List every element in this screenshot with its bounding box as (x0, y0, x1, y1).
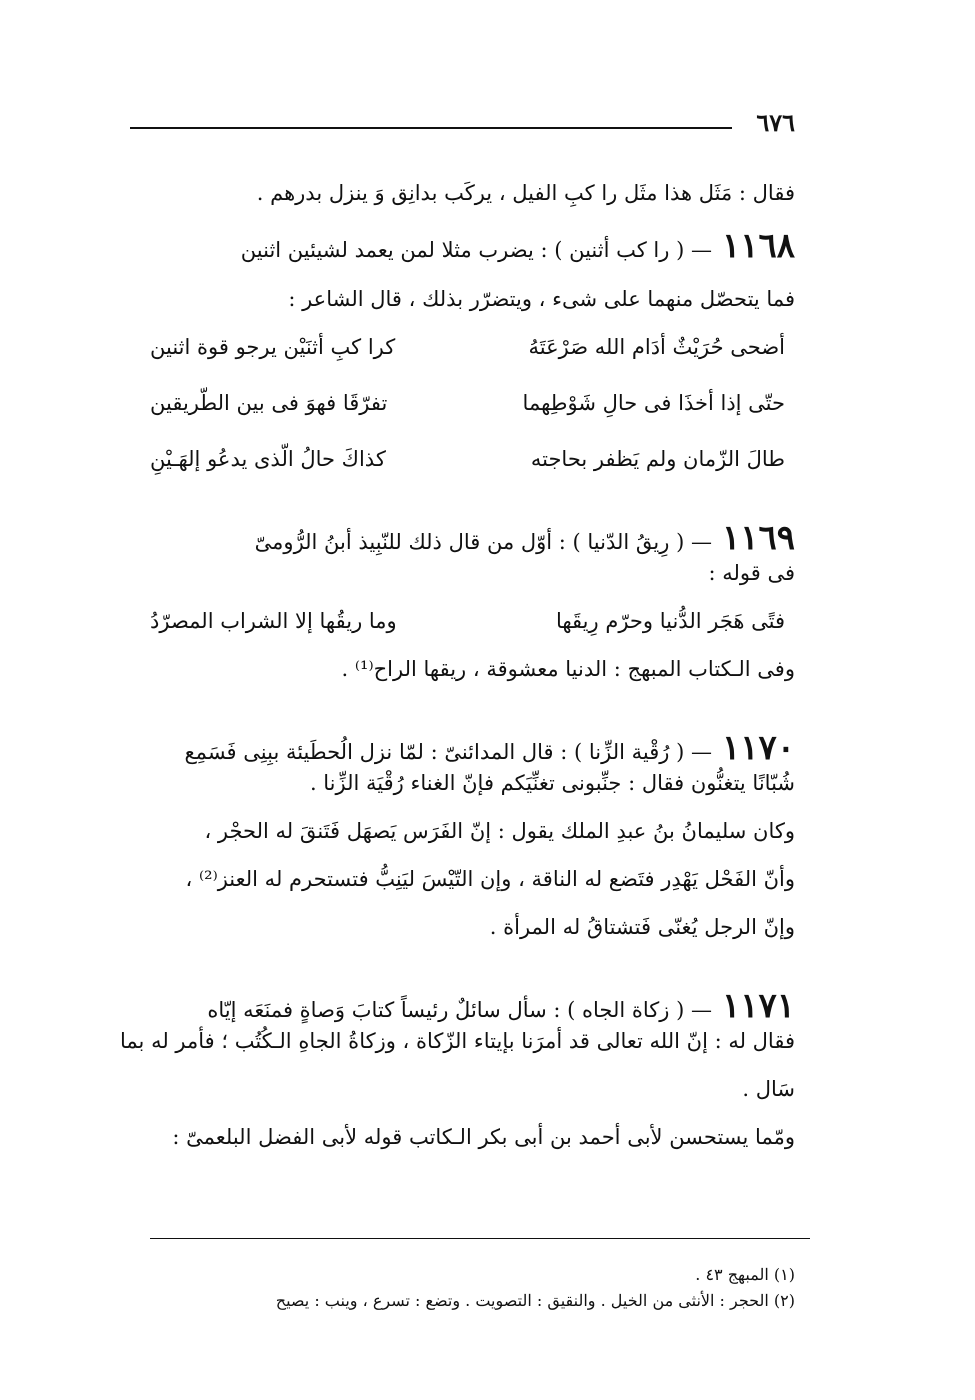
text-line: فما يتحصّل منهما على شىء ، ويتضرّر بذلك ، قال الشاعر : (288, 287, 795, 311)
entry-heading (140, 986, 795, 1026)
verse-second-hemistich: تفرّقَا فهوَ فى بين الطّريقين (150, 391, 388, 415)
entry-number: ١١٦٨ (721, 226, 795, 266)
entry-heading (140, 226, 795, 266)
verse-line (140, 444, 795, 474)
page-body (120, 178, 795, 1152)
entry-number: ١١٧٠ (721, 728, 795, 768)
verse-line (140, 332, 795, 362)
entry-heading (140, 728, 795, 768)
text-line: وكان سليمانُ بنُ عبدِ الملك يقول : إنّ الفَرَس يَصهَل فَتَنقَ له الحجْر ، (204, 819, 795, 843)
entry-title: — ( رُقْية الزِّنا ) : قال المدائنىّ : لمّا نزل الُحطَيئة ببِنِى فَسَمِع (184, 740, 712, 764)
header-rule (130, 127, 732, 129)
entry-title: — ( را كب أثنين ) : يضرب مثلا لمن يعمد لشيئين اثنين (240, 238, 712, 262)
text-line: وإنّ الرجل يُغنّى فَتشتاقُ له المرأة . (489, 915, 795, 939)
entry-1170 (140, 728, 795, 942)
verse-first-hemistich: أضحى حُرَيْثٌ أدَام الله صَرْعَتَهُ (528, 335, 785, 359)
text-line: شُبّانًا يتغنُّون فقال : جنِّبونى تغنِّيَكم فإنّ الغناء رُقْيَة الزِّنا . (309, 771, 795, 795)
footnotes (150, 1262, 795, 1314)
verse-line (140, 606, 795, 636)
entry-number: ١١٧١ (721, 986, 795, 1026)
text-line: وفى الـكتاب المبهج : الدنيا معشوقة ، ريقها الراح⁽¹⁾ . (341, 657, 795, 681)
entry-1171 (120, 986, 795, 1152)
verse-second-hemistich: كرا كبِ أثنَيْن يرجو قوة اثنين (150, 335, 396, 359)
entry-1168 (140, 226, 795, 474)
entry-heading (140, 518, 795, 558)
entry-title: — ( رِيقُ الدّنيا ) : أوّل من قال ذلك للنّبِيذ أبنُ الرُّومىّ (254, 530, 712, 554)
footnote-rule (150, 1238, 810, 1239)
entry-title: — ( زكاة الجاه ) : سأل سائلٌ رئيساً كتابَ وَصاةٍ فمنَعَه إيّاه (207, 998, 712, 1022)
text-line: سَال . (742, 1077, 795, 1101)
text-line: فقال له : إنّ الله تعالى قد أمرَنا بإيتاء الزّكاة ، وزكاةُ الجاهِ الـكُتُب ؛ فأمر له بما (120, 1029, 795, 1053)
verse-first-hemistich: فتًى هَجَر الدُّنيا وحرّم رِيقَها (555, 609, 785, 633)
text-line: ومّما يستحسن لأبى أحمد بن أبى بكر الـكاتب قوله لأبى الفضل البلعمىّ : (172, 1125, 795, 1149)
text-line: فى قوله : (708, 561, 795, 585)
verse-line (140, 388, 795, 418)
intro-line: فقال : مَثَل هذا مثَل را كبِ الفيل ، يركَب بدانِق وَ ينزل بدرهم . (256, 181, 795, 205)
verse-second-hemistich: كذاكَ حالُ الّذى يدعُو إلهَـيْنِ (150, 447, 386, 471)
text-line: وأنّ الفَحْل يَهْدِر فتَضع له الناقة ، وإن التّيْسَ ليَنِبُّ فتستحرم له العنز⁽²⁾ ، (185, 867, 795, 891)
verse-first-hemistich: حتّى إذا أخذَا فى حالِ شَوْطِهما (522, 391, 785, 415)
verse-second-hemistich: وما ريقُها إلا الشراب المصرّدُ (150, 609, 397, 633)
verse-first-hemistich: طالَ الزّمان ولم يَظفر بحاجته (530, 447, 785, 471)
page-number: ٦٧٦ (756, 108, 795, 137)
footnote: (٢) الحجر : الأنثى من الخيل . والنقيق : التصويت . وتضع : تسرع ، وينب : يصيح (275, 1291, 795, 1310)
entry-number: ١١٦٩ (721, 518, 795, 558)
entry-1169 (140, 518, 795, 684)
footnote: (١) المبهج ٤٣ . (695, 1265, 795, 1284)
